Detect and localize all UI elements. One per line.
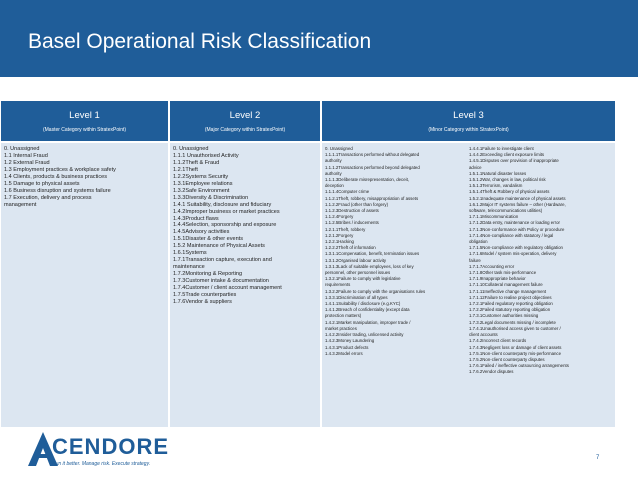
list-item: obligation [469,239,488,245]
list-item: 1.2.2.1Hacking [325,239,354,245]
list-item: 1.7.6.2Vendor disputes [469,369,514,375]
logo-wordmark: CENDORE [52,434,170,459]
list-item: 1.1.1.2Transactions performed beyond delegated [325,164,420,170]
list-item: 1.5.2.1Inadequate maintenance of physical assets [469,195,566,201]
list-item: 0. Unassigned [325,146,353,151]
list-item: 1.3.1.1Compensation, benefit, termination issues [325,251,420,257]
list-item: authority [325,158,342,164]
list-item: 1.5.1.4Theft & Robbery of physical assets [469,189,550,195]
list-item: 1.7.1.9Inappropriate behavior [469,276,526,282]
list-item: 1.4 Clients, products & business practices [4,173,107,180]
list-item: 1.4.4.1Failure to investigate client [469,146,534,151]
list-item: 1.7.1.8Other task mis-performance [469,270,537,276]
list-item: 1.1.1.3Deliberate misrepresentation, deceit, [325,177,410,183]
list-item: 1.5 Damage to physical assets [4,180,80,187]
list-item: 1.4.5Advisory activities [173,229,230,236]
list-item: requirements [325,282,351,288]
list-item: 1.1.2.3Destruction of assets [325,208,379,214]
list-item: protection matters) [325,313,362,319]
list-item: 1.5.1.3Terrorism, vandalism [469,183,523,189]
list-item: 1.7.5.1Non-client counterparty mis-performance [469,350,561,356]
level-1-subtitle: (Master Category within StratexPoint) [42,127,127,133]
list-item: 1.7.2Monitoring & Reporting [173,271,243,278]
page-title: Basel Operational Risk Classification [28,30,372,53]
logo-tagline: Run it better. Manage risk. Execute strategy. [52,461,151,467]
list-item: 1.7.1.2Data entry, maintenance or loading error [469,220,560,226]
list-item: 1.7.4.1Unauthorised access given to customer / [469,325,561,331]
level-1-header [1,101,168,141]
list-item: software, telecommunications utilities) [469,208,543,214]
list-item: 1.2.1.2Forgery [325,232,354,238]
level-3-subtitle: (Minor Category within StratexPoint) [428,127,509,133]
company-logo [28,432,228,472]
list-item: 1.7.2.1Failed regulatory reporting obligation [469,301,553,307]
list-item: 1.7.1.11Ineffective change management [469,288,547,294]
level-3-label: Level 3 [453,110,484,121]
list-item: 1.7.2.2Failed statutory reporting obligation [469,307,551,313]
list-item: client accounts [469,332,498,338]
list-item: 1.7.4.2Incorrect client records [469,338,527,344]
list-item: 1.6.1Systems [173,250,207,257]
list-item: failure [469,257,481,263]
list-item: 1.4.5.1Disputes over provision of inappropriate [469,158,559,164]
list-item: 1.4.3Product flaws [173,215,219,222]
list-item: 1.2.2Systems Security [173,173,229,180]
level-2-label: Level 2 [229,110,261,121]
level-2-subtitle: (Major Category within StratexPoint) [204,127,286,133]
list-item: 1.5.2 Maintenance of Physical Assets [173,243,265,250]
list-item: 1.7.4.3Negligent loss or damage of client assets [469,344,562,350]
list-item: 1.7.5.2Non-client counterparty disputes [469,356,545,362]
list-item: 1.7.1.6Model / system mis-operation, delivery [469,251,557,257]
list-item: 1.2.1Theft [173,166,198,173]
list-item: 1.3.1.2Organised labour activity [325,257,387,263]
list-item: 1.1.1.1Transactions performed without delegated [325,152,420,158]
title-bar [0,0,638,77]
list-item: 1.4.2.3Money Laundering [325,338,375,344]
list-item: 1.3 Employment practices & workplace safety [4,166,116,173]
list-item: 1.3.2.1Failure to comply with legislative [325,276,401,282]
list-item: management [4,201,37,208]
list-item: 1.7.3.2Legal documents missing / incomplete [469,319,556,325]
list-item: maintenance [173,264,205,271]
list-item: 1.3.2.2Failure to comply with the organisations rules [325,288,426,294]
list-item: 1.1.1 Unauthorised Activity [173,152,239,159]
list-item: 1.1.2.1Theft, robbery, misappropriation of assets [325,195,419,201]
list-item: 1.2 External Fraud [4,159,50,166]
list-item: 1.3.1.3Lack of suitable employees, loss of key [325,263,414,269]
list-item: 1.2.1.1Theft, robbery [325,226,366,232]
level-2-list [170,143,320,427]
list-item: 1.7.1.4Non-compliance with statutory / legal [469,232,554,238]
page-number: 7 [596,455,600,461]
list-item: 1.7.1.1Miscommunication [469,214,519,220]
list-item: advice [469,164,482,170]
list-item: 1.1 Internal Fraud [4,152,48,159]
list-item: personnel, other personnel issues [325,270,391,276]
list-item: 1.6.1.2Major IT systems failure – other (Hardware, [469,201,566,207]
list-item: 1.7.1.7Accounting error [469,263,515,269]
list-item: 1.4.2Improper business or market practices [173,208,280,215]
list-item: 1.4.3.1Product defects [325,344,369,350]
list-item: 1.6 Business disruption and systems failure [4,187,111,194]
list-item: 1.4.4.2Exceeding client exposure limits [469,152,545,158]
list-item: 1.1.1.4Computer crime [325,189,370,195]
list-item: 1.4.2.1Market manipulation, improper trade / [325,319,411,325]
list-item: 1.5.1.2War, changes in law, political risk [469,177,546,183]
level-3-list-right [466,143,615,427]
list-item: market practices [325,325,357,331]
list-item: 1.7.1.12Failure to realise project objectives [469,294,552,300]
level-3-list-left [322,143,466,427]
list-item: 1.1.2.5Bribes / inducements [325,220,379,226]
list-item: 1.7.1.3Non-conformance with Policy or procedure [469,226,565,232]
level-2-header [170,101,320,141]
list-item: 1.7.5Trade counterparties [173,292,237,299]
list-item: 1.7.3.1Customer authorities missing [469,313,539,319]
list-item: 1.7.1.10Collateral management failure [469,282,543,288]
list-item: 1.3.3.1Discrimination of all types [325,294,388,300]
list-item: 1.4.2.2Insider trading, unlicensed activity [325,332,404,338]
list-item: 1.4.3.2Model errors [325,350,363,356]
list-item: 1.7.6Vendor & suppliers [173,298,232,305]
list-item: 1.3.3Diversity & Discrimination [173,194,249,201]
list-item: 1.2.2.2Theft of information [325,245,376,251]
list-item: 1.7.1.5Non-compliance with regulatory obligation [469,245,563,251]
list-item: 1.3.2Safe Environment [173,187,230,194]
list-item: 0. Unassigned [173,146,209,152]
list-item: 1.5.1.1Natural disaster losses [469,170,527,176]
list-item: 1.1.2.4Forgery [325,214,354,220]
list-item: deception [325,183,344,189]
list-item: 1.1.2Theft & Fraud [173,159,220,166]
level-1-label: Level 1 [69,110,100,121]
list-item: 1.4.1.1Suitability / disclosure (e.g.KYC) [325,301,401,307]
list-item: 1.4.4Selection, sponsorship and exposure [173,222,277,229]
list-item: 1.4.1 Suitability, disclosure and fiduciary [173,201,272,208]
list-item: 1.7.3Customer intake & documentation [173,278,269,285]
level-1-list [1,143,168,427]
level-3-header [322,101,615,141]
list-item: 1.4.1.2Breach of confidentiality (except data [325,307,410,313]
list-item: 1.7 Execution, delivery and process [4,194,92,201]
list-item: 1.5.1Disaster & other events [173,236,243,243]
list-item: authority [325,170,342,176]
list-item: 1.1.2.2Fraud (other than forgery) [325,201,389,207]
list-item: 0. Unassigned [4,146,40,152]
list-item: 1.7.4Customer / client account management [173,285,282,292]
list-item: 1.7.6.1Failed / ineffective outsourcing arrangements [469,363,569,369]
list-item: 1.3.1Employee relations [173,180,233,187]
list-item: 1.7.1Transaction capture, execution and [173,257,272,264]
